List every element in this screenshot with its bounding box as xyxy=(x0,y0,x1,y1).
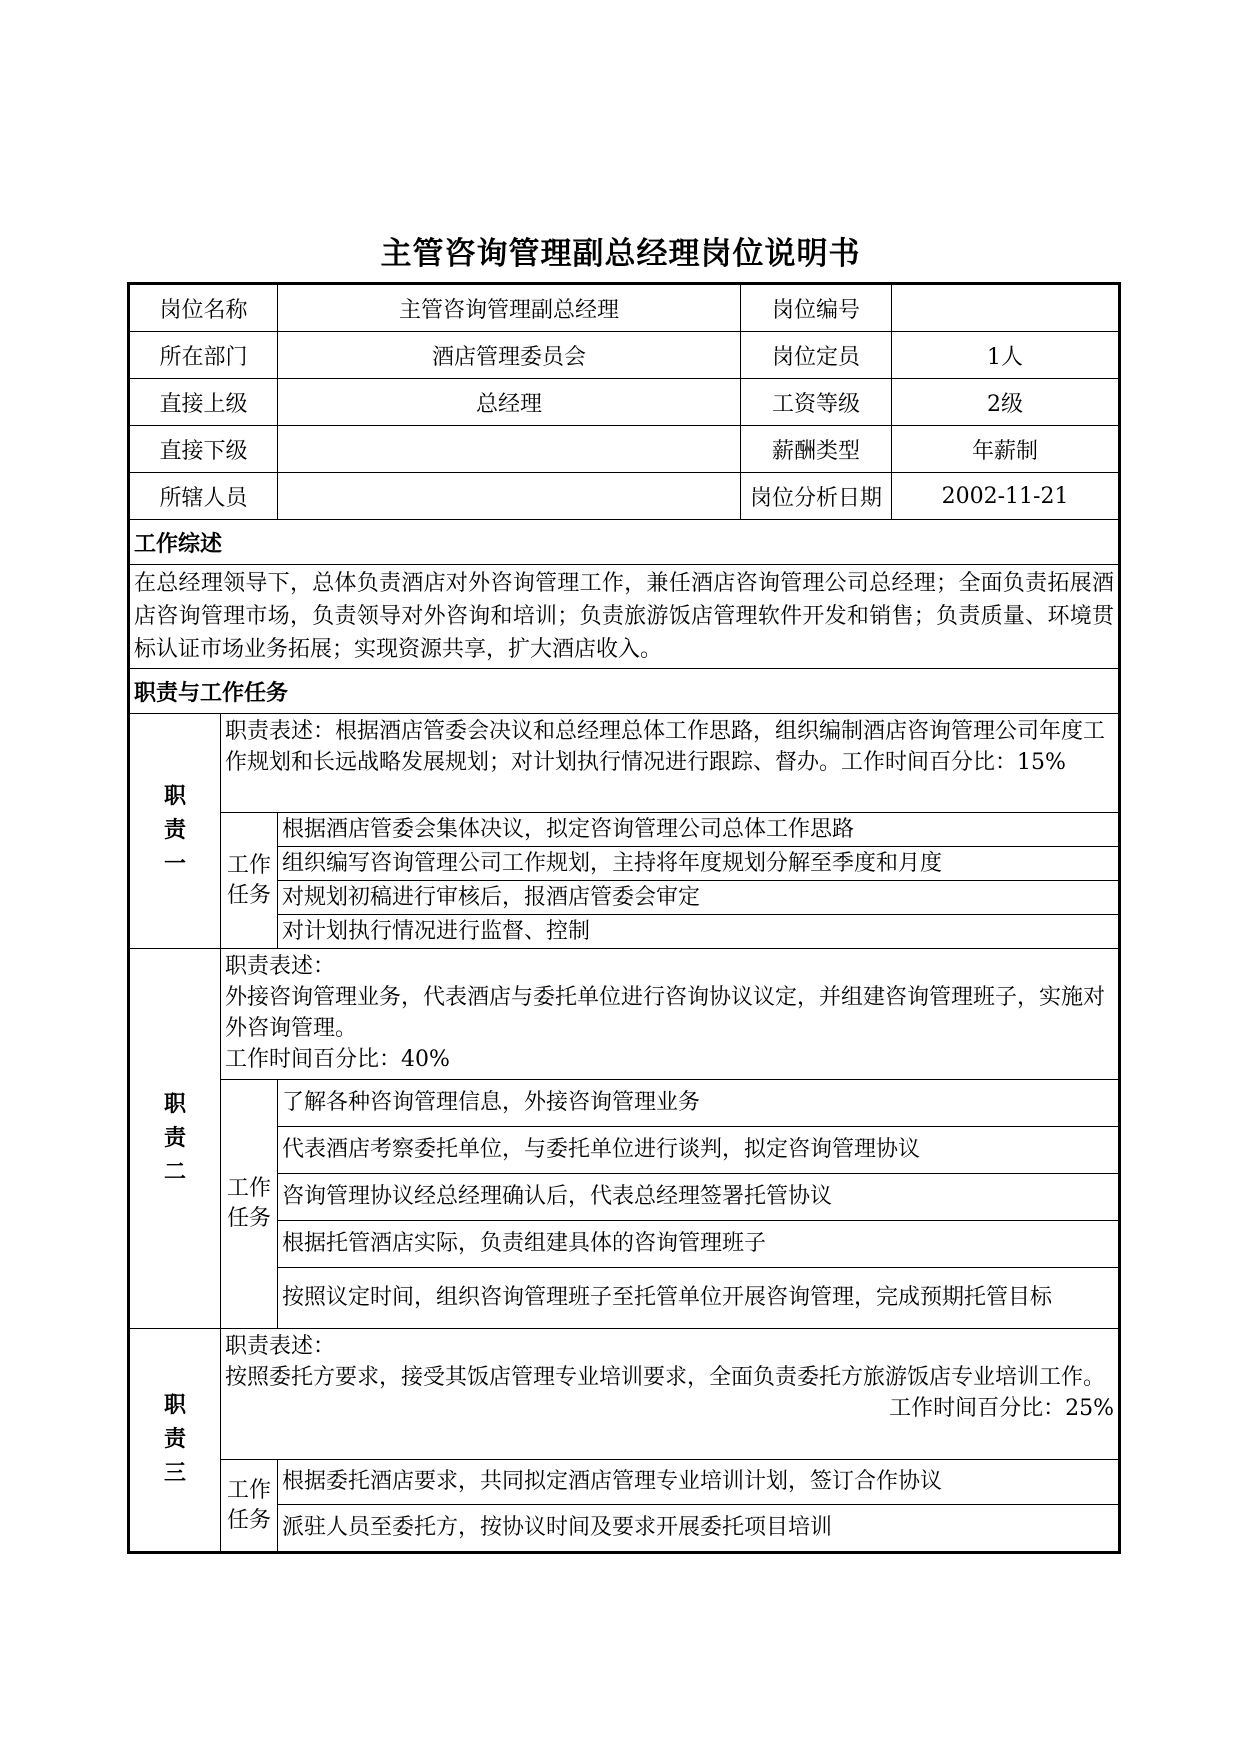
duty-2-task: 咨询管理协议经总经理确认后，代表总经理签署托管协议 xyxy=(278,1174,1120,1221)
salary-grade-label: 工资等级 xyxy=(741,379,892,425)
duty-1-task: 对计划执行情况进行监督、控制 xyxy=(278,915,1120,949)
document-title: 主管咨询管理副总经理岗位说明书 xyxy=(380,236,861,272)
duty-2-desc-body: 外接咨询管理业务，代表酒店与委托单位进行咨询协议议定，并组建咨询管理班子，实施对外咨询管理。 xyxy=(225,985,1106,1041)
duty-3-desc-pct: 工作时间百分比：25% xyxy=(889,1396,1115,1421)
staff-value xyxy=(278,473,741,520)
duty-3-desc-body: 按照委托方要求，接受其饭店管理专业培训要求，全面负责委托方旅游饭店专业培训工作。 xyxy=(225,1365,1106,1390)
summary-heading: 工作综述 xyxy=(129,520,1120,565)
duty-1-task: 根据酒店管委会集体决议，拟定咨询管理公司总体工作思路 xyxy=(278,813,1120,847)
duty-2-task: 按照议定时间，组织咨询管理班子至托管单位开展咨询管理，完成预期托管目标 xyxy=(278,1268,1120,1329)
summary-text: 在总经理领导下，总体负责酒店对外咨询管理工作，兼任酒店咨询管理公司总经理；全面负责拓展酒店咨询管理市场，负责领导对外咨询和培训；负责旅游饭店管理软件开发和销售；负责质量、环境贯标认证市场业务拓展；实现资源共享，扩大酒店收入。 xyxy=(129,565,1120,669)
headcount-label: 岗位定员 xyxy=(741,332,892,378)
headcount-value: 1人 xyxy=(987,344,1024,370)
analysis-date-value: 2002-11-21 xyxy=(941,483,1069,509)
duty-3-desc-head: 职责表述： xyxy=(225,1334,336,1359)
duty-2-task: 根据托管酒店实际，负责组建具体的咨询管理班子 xyxy=(278,1221,1120,1268)
salary-grade-value: 2级 xyxy=(987,391,1024,417)
subordinate-value xyxy=(278,426,741,473)
duty-3-task-label: 工作 任务 xyxy=(221,1460,278,1553)
job-description-table xyxy=(127,282,1121,1554)
duty-2-label: 职 责 二 xyxy=(129,949,221,1329)
pay-type-label: 薪酬类型 xyxy=(741,426,892,472)
duty-2-task-label: 工作 任务 xyxy=(221,1080,278,1329)
duty-2-desc-pct: 工作时间百分比：40% xyxy=(225,1047,450,1072)
dept-label: 所在部门 xyxy=(129,332,278,379)
duty-3-description xyxy=(221,1329,1120,1460)
duty-3-task: 根据委托酒店要求，共同拟定酒店管理专业培训计划，签订合作协议 xyxy=(278,1460,1120,1505)
job-name-label: 岗位名称 xyxy=(129,284,278,332)
pay-type-value: 年薪制 xyxy=(972,438,1039,464)
job-name-value: 主管咨询管理副总经理 xyxy=(278,284,741,332)
duty-1-description: 职责表述：根据酒店管委会决议和总经理总体工作思路，组织编制酒店咨询管理公司年度工作规划和长远战略发展规划；对计划执行情况进行跟踪、督办。工作时间百分比：15% xyxy=(221,714,1120,813)
duty-2-task: 了解各种咨询管理信息，外接咨询管理业务 xyxy=(278,1080,1120,1127)
job-code-value xyxy=(892,285,1119,331)
analysis-date-label: 岗位分析日期 xyxy=(741,473,892,519)
duty-3-label: 职 责 三 xyxy=(129,1329,221,1553)
duty-3-task: 派驻人员至委托方，按协议时间及要求开展委托项目培训 xyxy=(278,1505,1120,1553)
duty-1-label: 职 责 一 xyxy=(129,714,221,949)
duty-1-task: 对规划初稿进行审核后，报酒店管委会审定 xyxy=(278,881,1120,915)
superior-value: 总经理 xyxy=(278,379,741,426)
duty-2-desc-head: 职责表述： xyxy=(225,954,336,979)
dept-value: 酒店管理委员会 xyxy=(278,332,741,379)
subordinate-label: 直接下级 xyxy=(129,426,278,473)
duty-2-description xyxy=(221,949,1120,1080)
duties-heading: 职责与工作任务 xyxy=(129,669,1120,714)
duty-1-task: 组织编写咨询管理公司工作规划，主持将年度规划分解至季度和月度 xyxy=(278,847,1120,881)
job-code-label: 岗位编号 xyxy=(741,285,892,331)
duty-2-task: 代表酒店考察委托单位，与委托单位进行谈判，拟定咨询管理协议 xyxy=(278,1127,1120,1174)
superior-label: 直接上级 xyxy=(129,379,278,426)
duty-1-task-label: 工作 任务 xyxy=(221,813,278,949)
staff-label: 所辖人员 xyxy=(129,473,278,520)
